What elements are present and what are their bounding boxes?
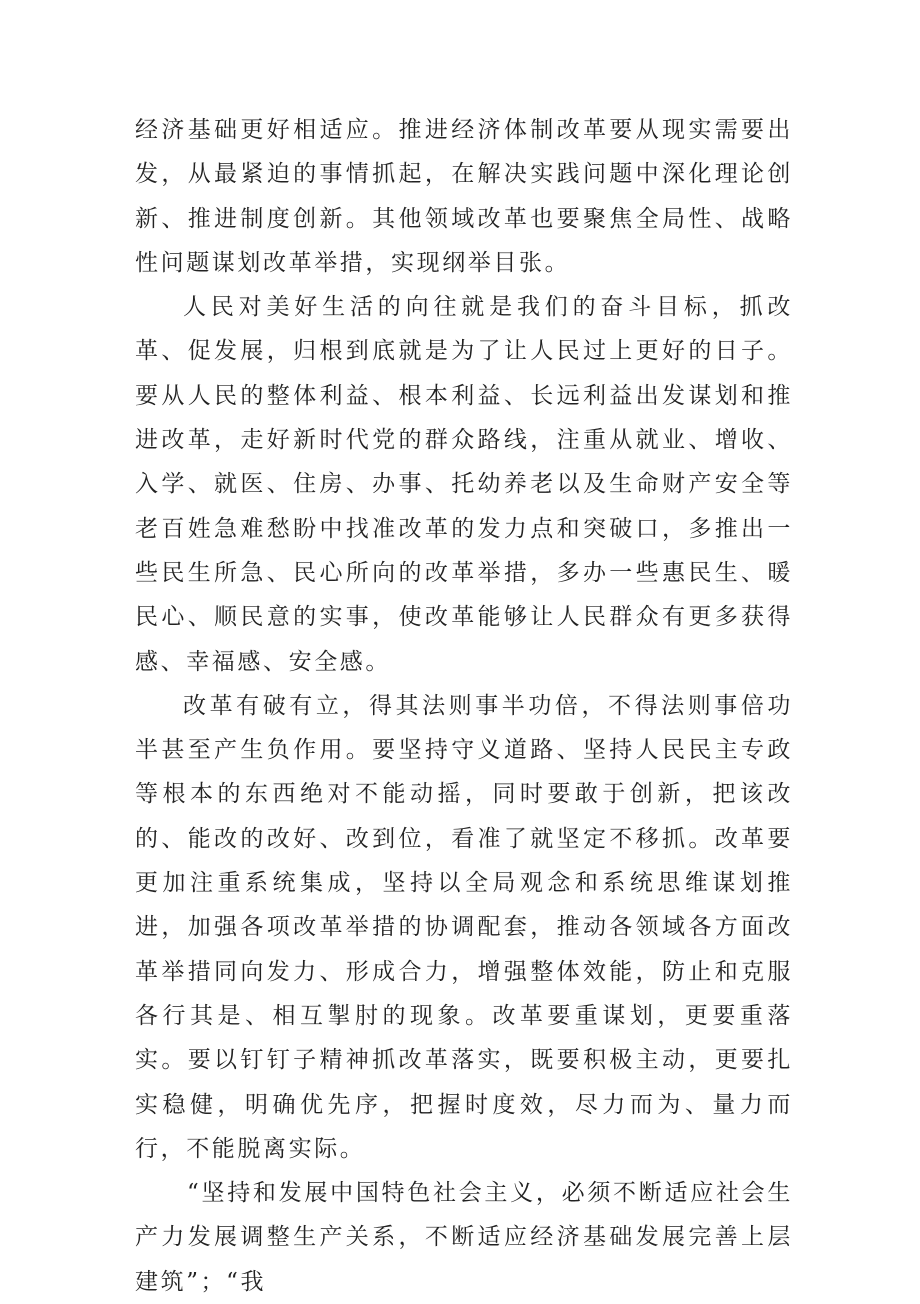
paragraph-continuation: 经济基础更好相适应。推进经济体制改革要从现实需要出发，从最紧迫的事情抓起，在解决实践问题中深化理论创新、推进制度创新。其他领域改革也要聚焦全局性、战略性问题谋划改革举措，实现纲举目张。 — [135, 117, 793, 276]
body-text — [135, 108, 793, 1304]
paragraph-quote: “坚持和发展中国特色社会主义，必须不断适应社会生产力发展调整生产关系，不断适应经济基础发展完善上层建筑”；“我 — [135, 1180, 793, 1295]
paragraph-people-goal: 人民对美好生活的向往就是我们的奋斗目标，抓改革、促发展，归根到底就是为了让人民过上更好的日子。要从人民的整体利益、根本利益、长远利益出发谋划和推进改革，走好新时代党的群众路线，注重从就业、增收、入学、就医、住房、办事、托幼养老以及生命财产安全等老百姓急难愁盼中找准改革的发力点和突破口，多推出一些民生所急、民心所向的改革举措，多办一些惠民生、暖民心、顺民意的实事，使改革能够让人民群众有更多获得感、幸福感、安全感。 — [135, 294, 793, 675]
paragraph-reform-method: 改革有破有立，得其法则事半功倍，不得法则事倍功半甚至产生负作用。要坚持守义道路、坚持人民民主专政等根本的东西绝对不能动摇，同时要敢于创新，把该改的、能改的改好、改到位，看准了就坚定不移抓。改革要更加注重系统集成，坚持以全局观念和系统思维谋划推进，加强各项改革举措的协调配套，推动各领域各方面改革举措同向发力、形成合力，增强整体效能，防止和克服各行其是、相互掣肘的现象。改革要重谋划，更要重落实。要以钉钉子精神抓改革落实，既要积极主动，更要扎实稳健，明确优先序，把握时度效，尽力而为、量力而行，不能脱离实际。 — [135, 692, 793, 1162]
